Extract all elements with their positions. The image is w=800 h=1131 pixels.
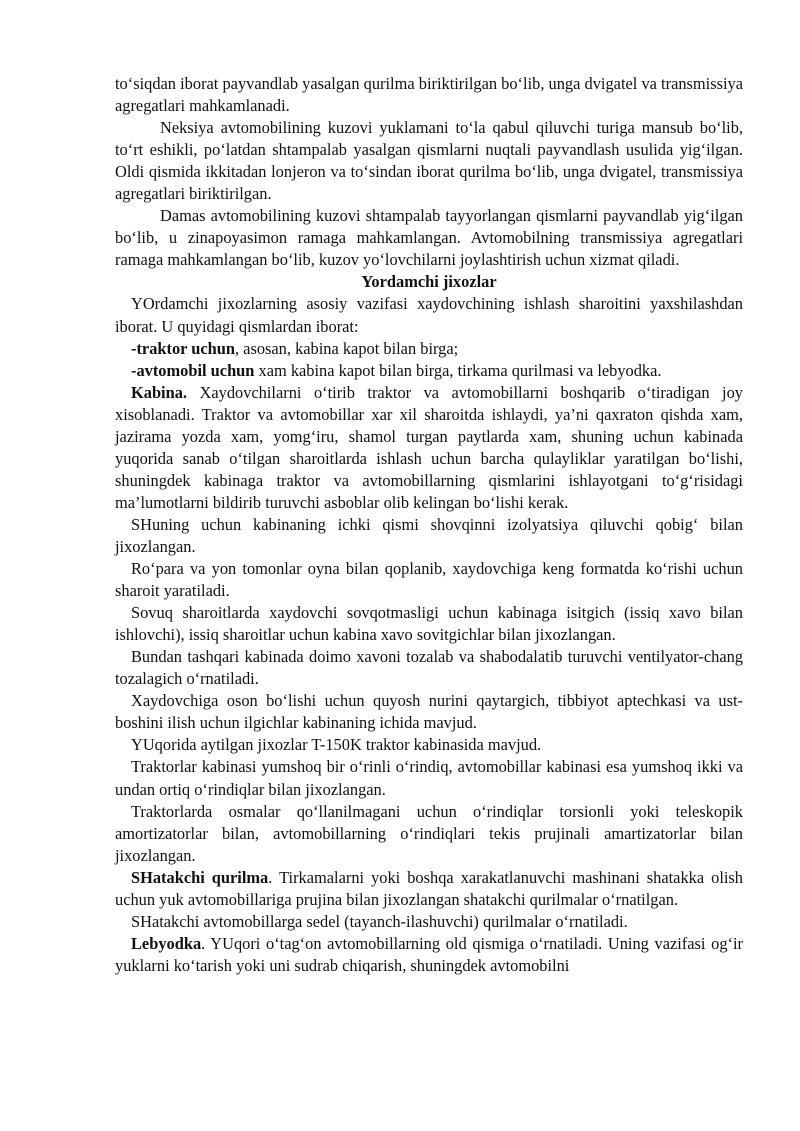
paragraph-frame-continuation: to‘siqdan iborat payvandlab yasalgan qurilma biriktirilgan bo‘lib, unga dvigatel va transmissiya agregatlari mahkamlanadi. — [115, 74, 743, 116]
paragraph-heating: Sovuq sharoitlarda xaydovchi sovqotmasligi uchun kabinaga isitgich (issiq xavo bilan ishlovchi), issiq sharoitlar uchun kabina xavo sovitgichlar bilan jixozlangan. — [115, 603, 743, 645]
paragraph-noise-insulation: SHuning uchun kabinaning ichki qismi shovqinni izolyatsiya qiluvchi qobig‘ bilan jixozlangan. — [115, 514, 743, 556]
paragraph-winch-term: Lebyodka — [131, 933, 202, 953]
section-heading: Yordamchi jixozlar — [361, 272, 497, 292]
paragraph-cabin-term: Kabina. — [131, 382, 188, 402]
paragraph-cabin-text: Xaydovchilarni o‘tirib traktor va avtomobillarni boshqarib o‘tiradigan joy xisoblanadi. Traktor va avtomobillar xar xil sharoitda ishlaydi, ya’ni qaxraton qishda xam, jazirama yozda xam, yomg‘iru, shamol turgan paytlarda xam, shuning uchun kabinada yuqorida sanab o‘tilgan sharoitlarda ishlash uchun barcha qulayliklar yaratilgan bo‘lishi, shuningdek kabinaga traktor va avtomobillarning qismlarini ishlayotgani to‘g‘risidagi ma’lumotlarni bildirib turuvchi asboblar olib kelingan bo‘lishi kerak. — [115, 382, 743, 512]
paragraph-towing-device — [115, 867, 743, 911]
list-item-tractor-term: -traktor uchun — [131, 338, 235, 358]
list-item-tractor — [115, 338, 743, 360]
list-item-automobile — [115, 360, 743, 382]
paragraph-towing-term: SHatakchi qurilma — [131, 867, 269, 887]
paragraph-seats: Traktorlar kabinasi yumshoq bir o‘rinli o‘rindiq, avtomobillar kabinasi esa yumshoq ikki va undan ortiq o‘rindiqlar bilan jixozlangan. — [115, 757, 743, 799]
paragraph-accessories: Xaydovchiga oson bo‘lishi uchun quyosh nurini qaytargich, tibbiyot aptechkasi va ust-boshini ilish uchun ilgichlar kabinaning ichida mavjud. — [115, 691, 743, 733]
paragraph-auxiliary-purpose: YOrdamchi jixozlarning asosiy vazifasi xaydovchining ishlash sharoitini yaxshilashdan iborat. U quyidagi qismlardan iborat: — [115, 294, 743, 336]
paragraph-towing-text: . Tirkamalarni yoki boshqa xarakatlanuvchi mashinani shatakka olish uchun yuk avtomobillariga prujina bilan jixozlangan shatakchi qurilmalar o‘rnatilgan. — [115, 867, 744, 909]
paragraph-damas-body: Damas avtomobilining kuzovi shtampalab tayyorlangan qismlarni payvandlab yig‘ilgan bo‘lib, u zinapoyasimon ramaga mahkamlangan. Avtomobilning transmissiya agregatlari ramaga mahkamlangan bo‘lib, kuzov yo‘lovchilarni joylashtirish uchun xizmat qiladi. — [115, 206, 743, 270]
paragraph-nexia-body: Neksiya avtomobilining kuzovi yuklamani to‘la qabul qiluvchi turiga mansub bo‘lib, to‘rt eshikli, po‘latdan shtampalab yasalgan qismlarni nuqtali payvandlash usulida yig‘ilgan. Oldi qismida ikkitadan lonjeron va to‘sindan iborat qurilma bo‘lib, unga dvigatel, transmissiya agregatlari biriktirilgan. — [115, 118, 743, 204]
paragraph-glazing: Ro‘para va yon tomonlar oyna bilan qoplanib, xaydovchiga keng formatda ko‘rishi uchun sharoit yaratiladi. — [115, 559, 743, 601]
paragraph-t150k: YUqorida aytilgan jixozlar T-150K traktor kabinasida mavjud. — [131, 735, 542, 755]
paragraph-saddle: SHatakchi avtomobillarga sedel (tayanch-ilashuvchi) qurilmalar o‘rnatiladi. — [131, 911, 628, 931]
paragraph-cabin — [115, 382, 743, 514]
list-item-tractor-text: , asosan, kabina kapot bilan birga; — [234, 338, 459, 358]
paragraph-seat-suspension: Traktorlarda osmalar qo‘llanilmagani uchun o‘rindiqlar torsionli yoki teleskopik amortizatorlar bilan, avtomobillarning o‘rindiqlari tekis prujinali amartizatorlar bilan jixozlangan. — [115, 801, 743, 865]
paragraph-ventilation: Bundan tashqari kabinada doimo xavoni tozalab va shabodalatib turuvchi ventilyator-chang tozalagich o‘rnatiladi. — [115, 647, 743, 689]
document-page — [115, 73, 743, 977]
paragraph-winch — [115, 933, 743, 977]
paragraph-winch-text: . YUqori o‘tag‘on avtomobillarning old qismiga o‘rnatiladi. Uning vazifasi og‘ir yuklarni ko‘tarish yoki uni sudrab chiqarish, shuningdek avtomobilni — [115, 933, 743, 975]
list-item-automobile-term: -avtomobil uchun — [131, 360, 255, 380]
list-item-automobile-text: xam kabina kapot bilan birga, tirkama qurilmasi va lebyodka. — [254, 360, 662, 380]
